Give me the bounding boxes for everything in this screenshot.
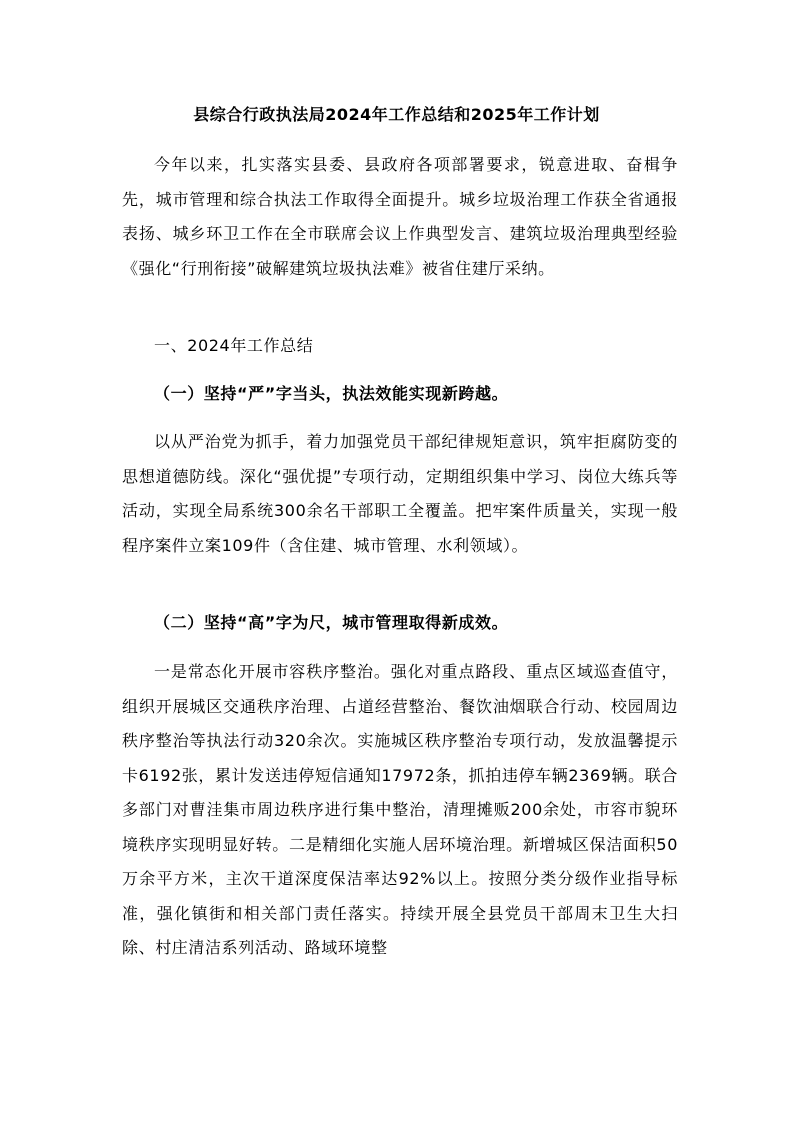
subsection-heading-strict: （一）坚持“严”字当头，执法效能实现新跨越。 xyxy=(154,384,509,403)
section-heading-2024-summary: 一、2024年工作总结 xyxy=(154,336,314,355)
subsection-heading-high: （二）坚持“高”字为尺，城市管理取得新成效。 xyxy=(154,613,509,632)
document-title: 县综合行政执法局2024年工作总结和2025年工作计划 xyxy=(193,105,600,124)
intro-paragraph: 今年以来，扎实落实县委、县政府各项部署要求，锐意进取、奋楫争先，城市管理和综合执法工作取得全面提升。城乡垃圾治理工作获全省通报表扬、城乡环卫工作在全市联席会议上作典型发言、建筑垃圾治理典型经验《强化“行刑衔接”破解建筑垃圾执法难》被省住建厅采纳。 xyxy=(122,155,678,278)
subsection-paragraph-strict: 以从严治党为抓手，着力加强党员干部纪律规矩意识，筑牢拒腐防变的思想道德防线。深化“强优提”专项行动，定期组织集中学习、岗位大练兵等活动，实现全局系统300余名干部职工全覆盖。把牢案件质量关，实现一般程序案件立案109件（含住建、城市管理、水利领域）。 xyxy=(122,432,678,555)
subsection-paragraph-high: 一是常态化开展市容秩序整治。强化对重点路段、重点区域巡查值守，组织开展城区交通秩序治理、占道经营整治、餐饮油烟联合行动、校园周边秩序整治等执法行动320余次。实施城区秩序整治专项行动，发放温馨提示卡6192张，累计发送违停短信通知17972条，抓拍违停车辆2369辆。联合多部门对曹洼集市周边秩序进行集中整治，清理摊贩200余处，市容市貌环境秩序实现明显好转。二是精细化实施人居环境治理。新增城区保洁面积50万余平方米，主次干道深度保洁率达92%以上。按照分类分级作业指导标准，强化镇街和相关部门责任落实。持续开展全县党员干部周末卫生大扫除、村庄清洁系列活动、路域环境整 xyxy=(122,662,678,957)
